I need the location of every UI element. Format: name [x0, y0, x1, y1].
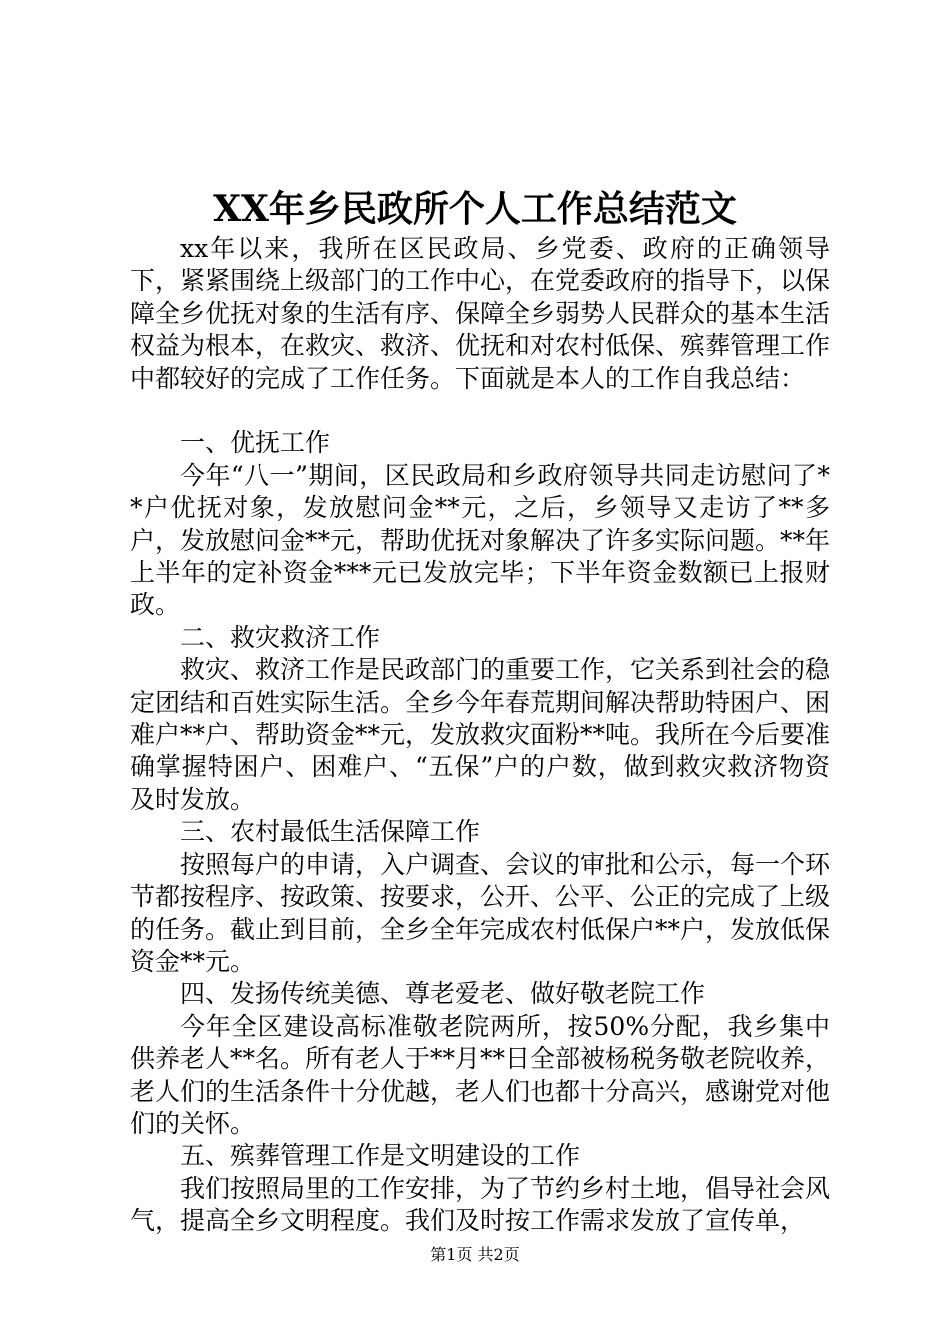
blank-line [130, 395, 830, 427]
section-paragraph: 今年“八一”期间，区民政局和乡政府领导共同走访慰问了**户优抚对象，发放慰问金**元，之后，乡领导又走访了**多户，发放慰问金**元，帮助优抚对象解决了许多实际问题。**年上半年的定补资金***元已发放完毕；下半年资金数额已上报财政。 [130, 460, 831, 620]
section-heading: 二、救灾救济工作 [180, 622, 381, 652]
section-heading: 四、发扬传统美德、尊老爱老、做好敬老院工作 [180, 979, 706, 1009]
section-heading: 五、殡葬管理工作是文明建设的工作 [180, 1141, 581, 1171]
document-title: XX年乡民政所个人工作总结范文 [213, 188, 737, 230]
section-paragraph: 按照每户的申请，入户调查、会议的审批和公示，每一个环节都按程序、按政策、按要求，公开、公平、公正的完成了上级的任务。截止到目前，全乡全年完成农村低保户**户，发放低保资金**元。 [130, 849, 831, 976]
section-paragraph: 救灾、救济工作是民政部门的重要工作，它关系到社会的稳定团结和百姓实际生活。全乡今年春荒期间解决帮助特困户、困难户**户、帮助资金**元，发放救灾面粉**吨。我所在今后要准确掌握特困户、困难户、“五保”户的户数，做到救灾救济物资及时发放。 [130, 655, 831, 814]
section-heading: 一、优抚工作 [180, 428, 331, 458]
section-paragraph: 我们按照局里的工作安排，为了节约乡村土地，倡导社会风气，提高全乡文明程度。我们及时按工作需求发放了宣传单， [130, 1173, 831, 1236]
section-paragraph: 今年全区建设高标准敬老院两所，按50%分配，我乡集中供养老人**名。所有老人于**月**日全部被杨税务敬老院收养，老人们的生活条件十分优越，老人们也都十分高兴，感谢党对他们的关怀。 [130, 1011, 831, 1138]
section-heading: 三、农村最低生活保障工作 [180, 817, 481, 847]
document-body [130, 233, 830, 1238]
page-footer: 第1页 共2页 [430, 1245, 520, 1264]
intro-paragraph: xx年以来，我所在区民政局、乡党委、政府的正确领导下，紧紧围绕上级部门的工作中心，在党委政府的指导下，以保障全乡优抚对象的生活有序、保障全乡弱势人民群众的基本生活权益为根本，在救灾、救济、优抚和对农村低保、殡葬管理工作中都较好的完成了工作任务。下面就是本人的工作自我总结： [130, 234, 831, 393]
